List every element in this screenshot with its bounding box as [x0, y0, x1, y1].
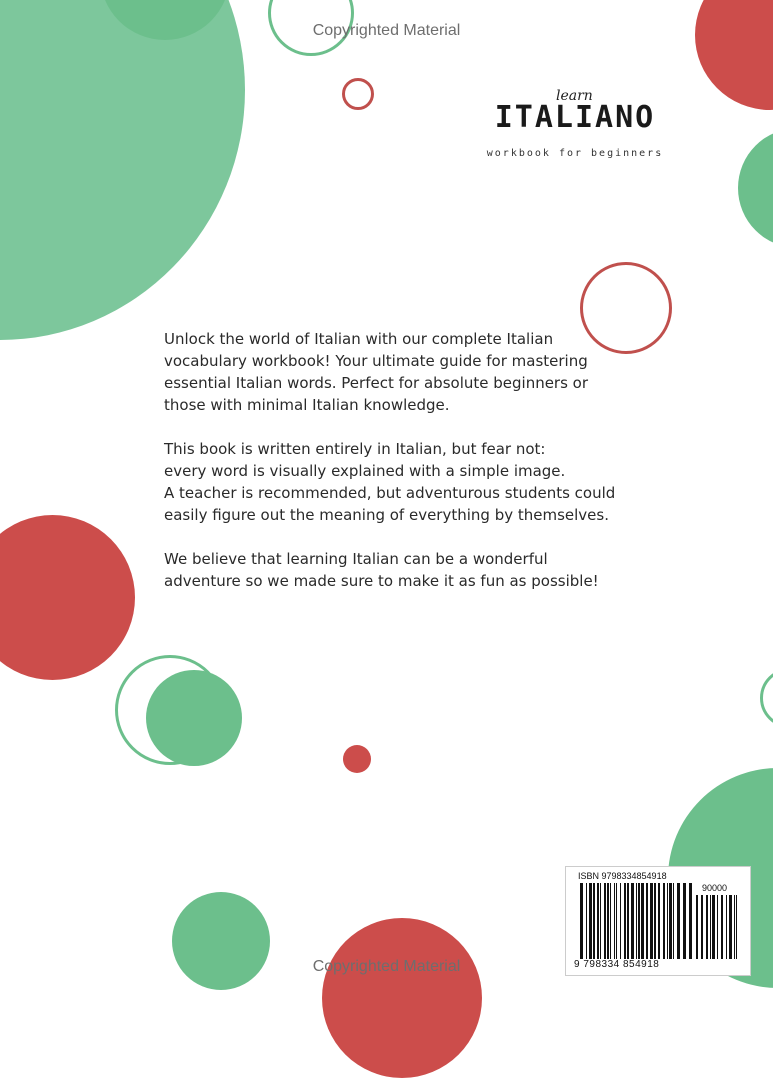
left-red-circle	[0, 515, 135, 680]
barcode-bar	[646, 883, 648, 959]
barcode-bar	[604, 883, 606, 959]
barcode-bar	[627, 883, 629, 959]
barcode-bar	[638, 883, 640, 959]
barcode-bar	[586, 883, 587, 959]
barcode-bar	[721, 895, 723, 959]
barcode-bar	[636, 883, 637, 959]
barcode-bar	[607, 883, 609, 959]
watermark-bottom: Copyrighted Material	[312, 958, 461, 975]
barcode-bar	[706, 895, 708, 959]
right-green-circle	[738, 128, 773, 248]
barcode-bar	[650, 883, 653, 959]
barcode-supplement-bars	[696, 895, 740, 959]
barcode-bar	[614, 883, 615, 959]
text-line: vocabulary workbook! Your ultimate guide for mastering	[164, 352, 588, 370]
watermark-top: Copyrighted Material	[312, 22, 461, 39]
text-line: those with minimal Italian knowledge.	[164, 396, 450, 414]
barcode-bar	[654, 883, 656, 959]
tiny-red-circle	[343, 745, 371, 773]
text-line: adventure so we made sure to make it as fun as possible!	[164, 572, 599, 590]
barcode-bar	[673, 883, 674, 959]
barcode-bar	[710, 895, 711, 959]
isbn-label: ISBN 9798334854918	[578, 871, 667, 881]
barcode-bar	[712, 895, 715, 959]
text-line: This book is written entirely in Italian, but fear not:	[164, 440, 546, 458]
barcode-bar	[669, 883, 672, 959]
isbn-digits: 9 798334 854918	[574, 959, 660, 970]
barcode-bar	[717, 895, 718, 959]
barcode-bar	[593, 883, 595, 959]
barcode-bar	[600, 883, 601, 959]
barcode-bar	[726, 895, 727, 959]
barcode-bar	[683, 883, 686, 959]
description-paragraph	[164, 548, 614, 592]
barcode-bar	[667, 883, 668, 959]
barcode-bar	[689, 883, 692, 959]
description-paragraph	[164, 438, 614, 526]
left-green-circle	[146, 670, 242, 766]
barcode-bar	[597, 883, 599, 959]
barcode-bar	[729, 895, 732, 959]
logo-subtitle: workbook for beginners	[486, 148, 664, 159]
barcode-bar	[620, 883, 621, 959]
price-code: 90000	[702, 883, 728, 893]
barcode-bar	[736, 895, 737, 959]
barcode-bar	[631, 883, 634, 959]
barcode-bar	[580, 883, 583, 959]
text-line: A teacher is recommended, but adventurous students could	[164, 484, 616, 502]
text-line: essential Italian words. Perfect for absolute beginners or	[164, 374, 589, 392]
barcode-bar	[701, 895, 703, 959]
book-description	[164, 328, 614, 614]
barcode-bar	[696, 895, 698, 959]
barcode-bar	[734, 895, 735, 959]
text-line: Unlock the world of Italian with our complete Italian	[164, 330, 554, 348]
barcode-bar	[624, 883, 626, 959]
barcode-bar	[677, 883, 680, 959]
logo-title: ITALIANO	[494, 100, 656, 135]
right-edge-green-ring	[760, 668, 773, 728]
barcode-bars	[580, 883, 692, 959]
isbn-barcode	[565, 866, 751, 976]
top-right-red-circle	[695, 0, 773, 110]
barcode-bar	[658, 883, 660, 959]
small-red-ring	[342, 78, 374, 110]
description-paragraph	[164, 328, 614, 416]
barcode-bar	[663, 883, 665, 959]
barcode-bar	[589, 883, 592, 959]
barcode-bar	[610, 883, 611, 959]
bottom-red-circle	[322, 918, 482, 1078]
text-line: We believe that learning Italian can be a wonderful	[164, 550, 548, 568]
text-line: easily figure out the meaning of everything by themselves.	[164, 506, 609, 524]
big-green-circle	[0, 0, 245, 340]
barcode-bar	[616, 883, 617, 959]
logo-script-text: learn	[556, 88, 593, 104]
text-line: every word is visually explained with a simple image.	[164, 462, 566, 480]
barcode-bar	[641, 883, 644, 959]
